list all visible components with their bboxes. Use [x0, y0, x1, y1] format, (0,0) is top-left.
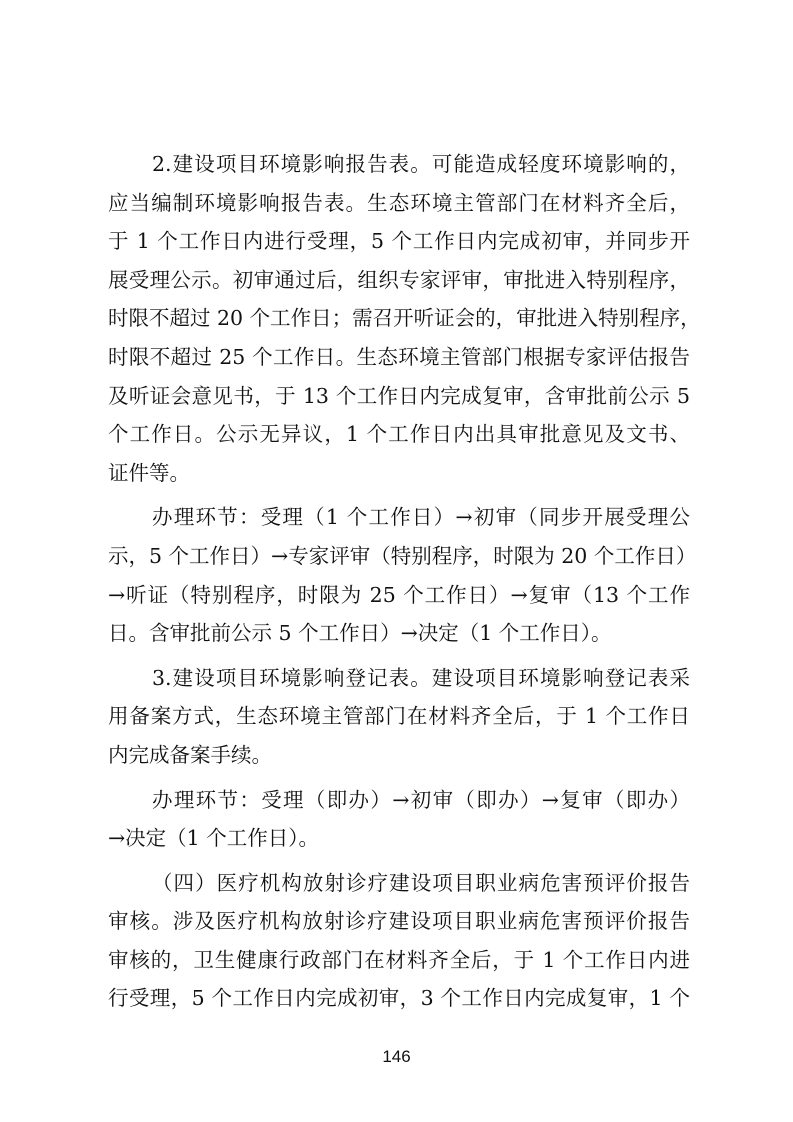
text-line: 于 1 个工作日内进行受理，5 个工作日内完成初审，并同步开	[108, 229, 690, 254]
text-line: 审核的，卫生健康行政部门在材料齐全后，于 1 个工作日内进	[108, 947, 690, 972]
text-line: 示，5 个工作日）→专家评审（特别程序，时限为 20 个工作日）	[108, 543, 697, 568]
text-line: 审核。涉及医疗机构放射诊疗建设项目职业病危害预评价报告	[108, 909, 690, 934]
text-line: 行受理，5 个工作日内完成初审，3 个工作日内完成复审，1 个	[108, 986, 690, 1011]
paragraph-eia-registration-form	[108, 659, 690, 775]
text-line: 内完成备案手续。	[108, 742, 272, 767]
paragraph-process-steps-report-form	[108, 498, 697, 652]
paragraph-radiology-project-review	[108, 864, 690, 1018]
page-number: 146	[382, 1047, 411, 1066]
paragraph-process-steps-registration	[108, 781, 690, 858]
body-text	[108, 145, 701, 1018]
text-line: 3.建设项目环境影响登记表。建设项目环境影响登记表采	[152, 665, 690, 690]
text-line: 及听证会意见书，于 13 个工作日内完成复审，含审批前公示 5	[108, 383, 690, 408]
paragraph-eia-report-form	[108, 145, 701, 492]
text-line: 日。含审批前公示 5 个工作日）→决定（1 个工作日）。	[108, 621, 612, 646]
text-line: →听证（特别程序，时限为 25 个工作日）→复审（13 个工作	[108, 582, 690, 607]
text-line: 用备案方式，生态环境主管部门在材料齐全后，于 1 个工作日	[108, 704, 690, 729]
text-line: 办理环节：受理（即办）→初审（即办）→复审（即办）	[152, 787, 690, 812]
text-line: →决定（1 个工作日）。	[108, 826, 319, 851]
text-line: 时限不超过 20 个工作日；需召开听证会的，审批进入特别程序，	[108, 306, 701, 331]
text-line: 证件等。	[108, 460, 190, 485]
text-line: 办理环节：受理（1 个工作日）→初审（同步开展受理公	[152, 505, 690, 530]
text-line: 2.建设项目环境影响报告表。可能造成轻度环境影响的，	[152, 152, 690, 176]
text-line: 个工作日。公示无异议，1 个工作日内出具审批意见及文书、	[108, 422, 690, 447]
text-line: 展受理公示。初审通过后，组织专家评审，审批进入特别程序，	[108, 267, 690, 292]
text-line: （四）医疗机构放射诊疗建设项目职业病危害预评价报告	[152, 870, 690, 895]
text-line: 应当编制环境影响报告表。生态环境主管部门在材料齐全后，	[108, 190, 690, 215]
text-line: 时限不超过 25 个工作日。生态环境主管部门根据专家评估报告	[108, 344, 690, 369]
